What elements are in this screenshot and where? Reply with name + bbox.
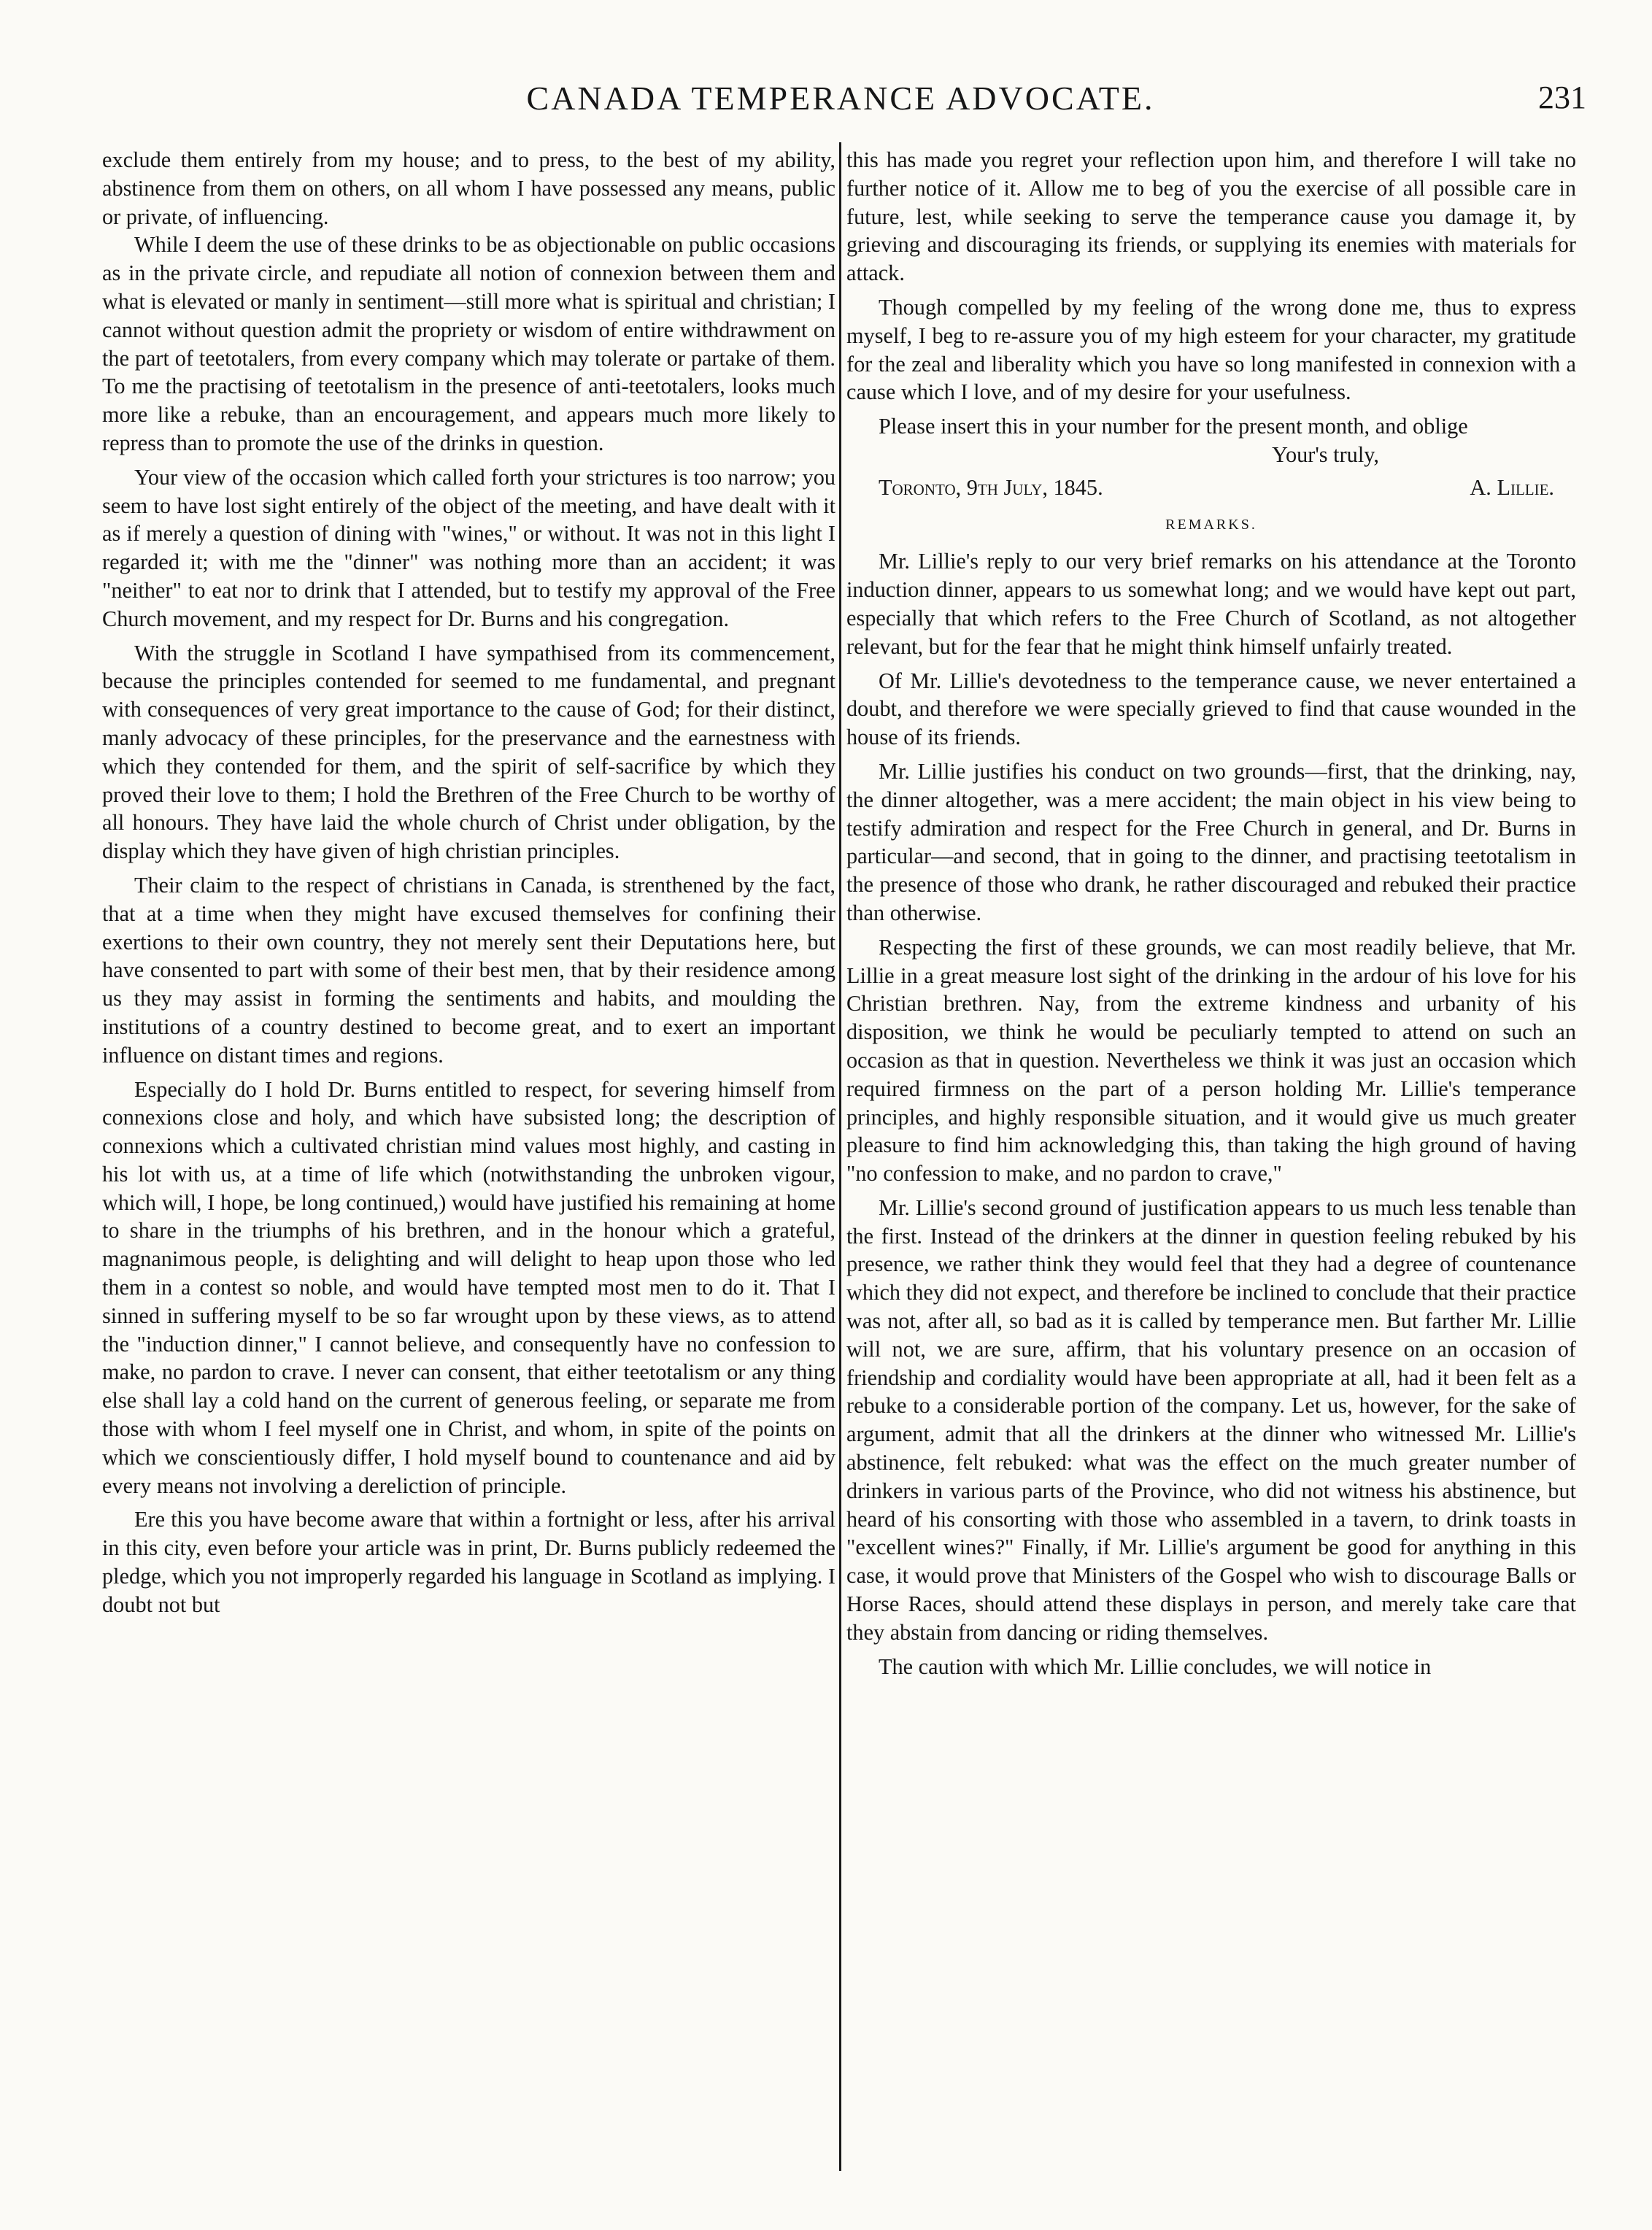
paragraph: Their claim to the respect of christians in Canada, is strenthened by the fact, that at a time when they might have excused themselves for confining their exertions to their own country, they not merely sent their Deputations here, but have consented to part with some of their best men, that by their residence among us they may assist in forming the sentiments and habits, and moulding the institutions of a country destined to become great, and to exert an important influence on distant times and regions. <box>102 872 835 1068</box>
letter-signoff <box>846 474 1576 502</box>
place-date: Toronto, 9th July, 1845. <box>879 474 1103 500</box>
paragraph: exclude them entirely from my house; and to press, to the best of my ability, abstinence from them on others, on all whom I have possessed any means, public or private, of influencing. <box>102 147 835 229</box>
remarks-heading: REMARKS. <box>1165 516 1257 533</box>
paragraph: Especially do I hold Dr. Burns entitled to respect, for severing himself from connexions close and holy, and which have subsisted long; the description of connexions which a cultivated christian mind values most highly, and casting in his lot with us, at a time of life which (notwithstanding the unbroken vigour, which will, I hope, be long continued,) would have justified his remaining at home to share in the triumphs of his brethren, and in the honour which a grateful, magnanimous people, is delighting and will delight to heap upon those who led them in a contest so noble, and would have tempted most men to do it. That I sinned in suffering myself to be so far wrought upon by these views, as to attend the "induction dinner," I cannot believe, and consequently have no confession to make, no pardon to crave. I never can consent, that either teetotalism or any thing else shall lay a cold hand on the current of generous feeling, or separate me from those with whom I feel myself one in Christ, and whom, in spite of the points on which we conscientiously differ, I hold myself bound to countenance and aid by every means not involving a dereliction of principle. <box>102 1076 835 1498</box>
paragraph: With the struggle in Scotland I have sympathised from its commencement, because the principles contended for seemed to me fundamental, and pregnant with consequences of very great importance to the cause of God; for their distinct, manly advocacy of these principles, for the preservance and the earnestness with which they contended for them, and the spirit of self-sacrifice by which they proved their love to them; I hold the Brethren of the Free Church to be worthy of all honours. They have laid the whole church of Christ under obligation, by the display which they have given of high christian principles. <box>102 640 835 864</box>
paragraph: Ere this you have become aware that within a fortnight or less, after his arrival in this city, even before your article was in print, Dr. Burns publicly redeemed the pledge, which you not improperly regarded his language in Scotland as implying. I doubt not but <box>102 1507 835 1617</box>
right-column <box>846 146 1576 1681</box>
page-number: 231 <box>1538 80 1586 115</box>
letter-salutation: Your's truly, <box>1272 441 1379 467</box>
paragraph: The caution with which Mr. Lillie concludes, we will notice in <box>879 1654 1432 1679</box>
paragraph: Please insert this in your number for the present month, and oblige <box>879 414 1468 439</box>
paragraph: While I deem the use of these drinks to be as objectionable on public occasions as in the private circle, and repudiate all notion of connexion between them and what is elevated or manly in sentiment—still more what is spiritual and christian; I cannot without question admit the propriety or wisdom of entire withdrawment on the part of teetotalers, from every company which may tolerate or partake of them. To me the practising of teetotalism in the presence of anti-teetotalers, looks much more like a rebuke, than an encouragement, and appears much more likely to repress than to promote the use of the drinks in question. <box>102 232 835 455</box>
paragraph: Mr. Lillie's reply to our very brief remarks on his attendance at the Toronto induction dinner, appears to us somewhat long; and we would have kept out part, especially that which refers to the Free Church of Scotland, as not altogether relevant, but for the fear that he might think himself unfairly treated. <box>846 549 1576 659</box>
column-divider <box>839 142 841 2171</box>
paragraph: Respecting the first of these grounds, we can most readily believe, that Mr. Lillie in a great measure lost sight of the drinking in the ardour of his love for his Christian brethren. Nay, from the extreme kindness and urbanity of his disposition, we think he would be peculiarly tempted to attend on such an occasion as that in question. Nevertheless we think it was just an occasion which required firmness on the part of a person holding Mr. Lillie's temperance principles, and highly responsible situation, and it would give us much greater pleasure to find him acknowledging this, than taking the high ground of having "no confession to make, and no pardon to crave," <box>846 934 1576 1187</box>
paragraph: this has made you regret your reflection upon him, and therefore I will take no further notice of it. Allow me to beg of you the exercise of all possible care in future, lest, while seeking to serve the temperance cause you damage it, by grieving and discouraging its friends, or supplying its enemies with materials for attack. <box>846 147 1576 286</box>
paragraph: Mr. Lillie justifies his conduct on two grounds—first, that the drinking, nay, the dinner altogether, was a mere accident; the main object in his view being to testify admiration and respect for the Free Church in general, and Dr. Burns in particular—and second, that in going to the dinner, and practising teetotalism in the presence of those who drank, he rather discouraged and rebuked their practice than otherwise. <box>846 758 1576 925</box>
left-column <box>102 146 835 1619</box>
paragraph: Though compelled by my feeling of the wrong done me, thus to express myself, I beg to re-assure you of my high esteem for your character, my gratitude for the zeal and liberality which you have so long manifested in connexion with a cause which I love, and of my desire for your usefulness. <box>846 294 1576 405</box>
paragraph: Mr. Lillie's second ground of justification appears to us much less tenable than the first. Instead of the drinkers at the dinner in question feeling rebuked by his presence, we rather think they would feel that they had a degree of countenance which they did not expect, and therefore be inclined to conclude that their practice was not, after all, so bad as it is called by temperance men. But farther Mr. Lillie will not, we are sure, affirm, that his voluntary presence on an occasion of friendship and cordiality would have been appropriate at all, had it been felt as a rebuke to a considerable portion of the company. Let us, however, for the sake of argument, admit that all the drinkers at the dinner who witnessed Mr. Lillie's abstinence, felt rebuked: what was the effect on the much greater number of drinkers in various parts of the Province, who did not witness his abstinence, but heard of his consorting with those who assembled in a tavern, to drink toasts in "excellent wines?" Finally, if Mr. Lillie's argument be good for anything in this case, it would prove that Ministers of the Gospel who wish to discourage Balls or Horse Races, should attend these displays in person, and merely take care that they abstain from dancing or riding themselves. <box>846 1195 1576 1645</box>
journal-title: CANADA TEMPERANCE ADVOCATE. <box>526 80 1155 117</box>
signature: A. Lillie. <box>1470 474 1554 500</box>
page-header <box>95 79 1586 123</box>
paragraph: Of Mr. Lillie's devotedness to the temperance cause, we never entertained a doubt, and therefore we were specially grieved to find that cause wounded in the house of its friends. <box>846 668 1576 750</box>
paragraph: Your view of the occasion which called forth your strictures is too narrow; you seem to have lost sight entirely of the object of the meeting, and have dealt with it as if merely a question of dining with "wines," or without. It was not in this light I regarded it; with me the "dinner" was nothing more than an accident; it was "neither" to eat nor to drink that I attended, but to testify my approval of the Free Church movement, and my respect for Dr. Burns and his congregation. <box>102 464 835 631</box>
